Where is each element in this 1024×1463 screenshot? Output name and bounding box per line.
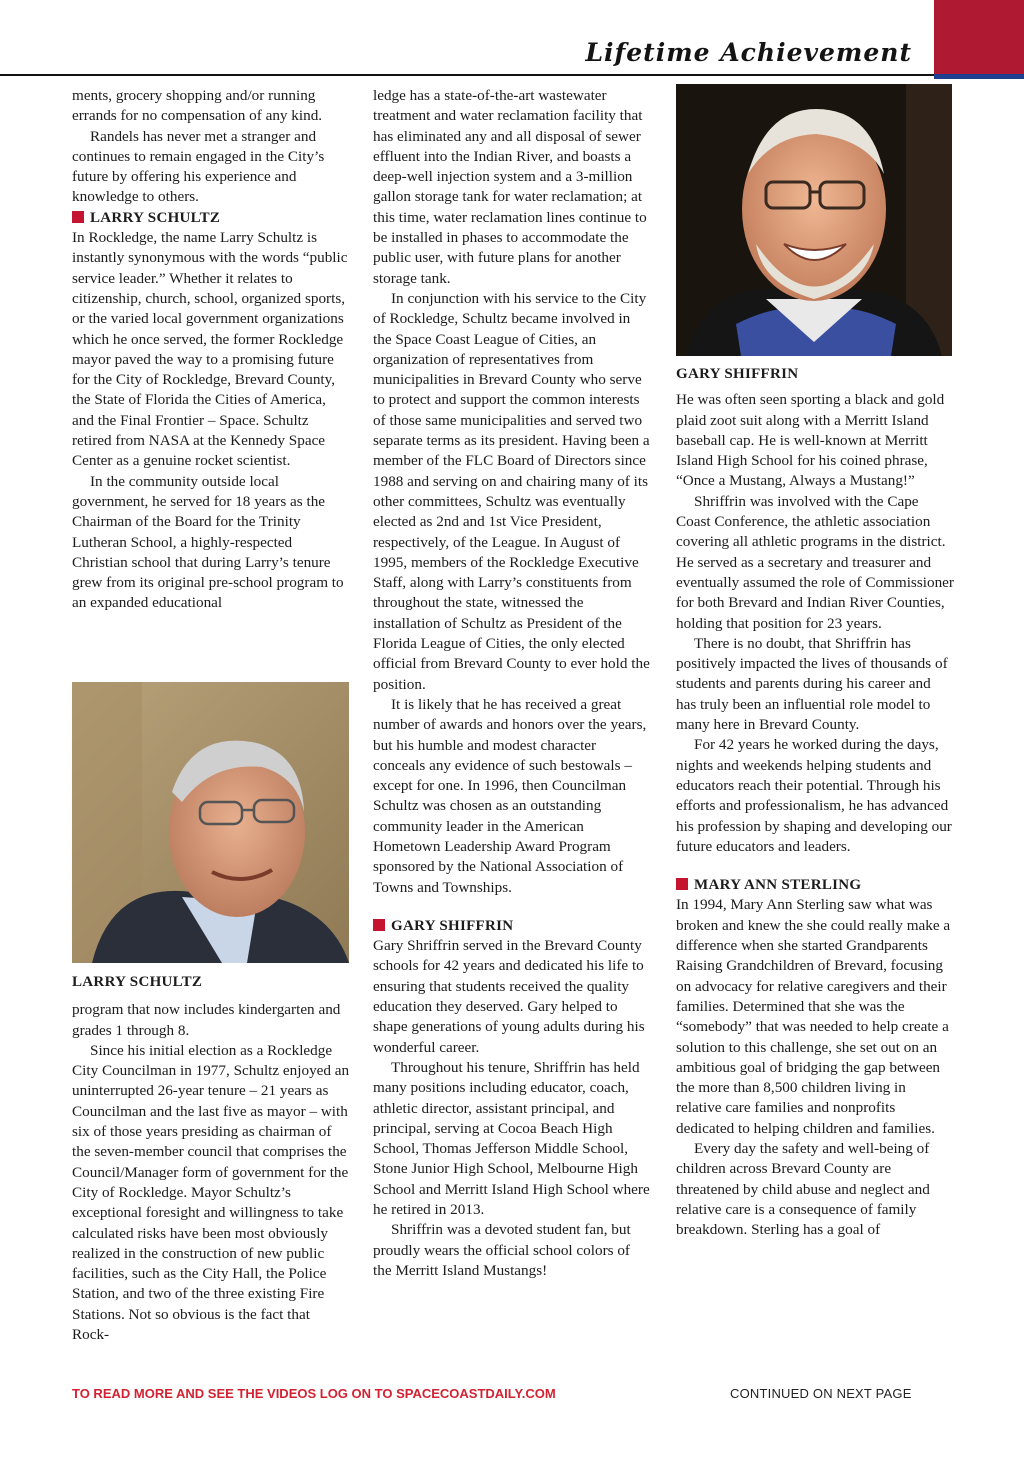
header-blue-stripe (934, 74, 1024, 79)
photo-caption: GARY SHIFFRIN (676, 366, 799, 382)
portrait-image (72, 682, 349, 963)
paragraph: Shriffrin was involved with the Cape Coast Conference, the athletic association covering all athletic programs in the district. He served as a secretary and treasurer and eventually assumed the role of Commissioner for both Brevard and Indian River Counties, holding that position for 23 years. (676, 492, 954, 632)
footer-website-link[interactable]: TO READ MORE AND SEE THE VIDEOS LOG ON TO SPACECOASTDAILY.COM (72, 1386, 556, 1401)
paragraph: program that now includes kindergarten and grades 1 through 8. (72, 1001, 341, 1039)
section-heading: MARY ANN STERLING (676, 875, 954, 895)
paragraph: In conjunction with his service to the City of Rockledge, Schultz became involved in the Space Coast League of Cities, an organization of representatives from municipalities in Brevard County who serve to protect and support the common interests of those same municipalities and served two separate terms as its president. Having been a member of the FLC Board of Directors since 1988 and serving on and chairing many of its other committees, Schultz was eventually elected as 2nd and 1st Vice President, respectively, of the League. In August of 1995, members of the Rockledge Executive Staff, along with Larry’s constituents from throughout the state, witnessed the installation of Schultz as President of the Florida League of Cities, the only elected official from Brevard County to ever hold the position. (373, 289, 650, 693)
red-square-bullet (72, 211, 84, 223)
column-3 (676, 364, 954, 1240)
paragraph: For 42 years he worked during the days, nights and weekends helping students and educators reach their potential. Through his efforts and professionalism, he has advanced his profession by shaping and developing our future educators and leaders. (676, 736, 952, 855)
gary-shiffrin-photo (676, 84, 952, 356)
column-1-bottom (72, 972, 350, 1345)
photo-caption: LARRY SCHULTZ (72, 974, 203, 990)
paragraph: Throughout his tenure, Shriffrin has held many positions including educator, coach, athletic director, assistant principal, and principal, serving at Cocoa Beach High School, Thomas Jefferson Middle School, Stone Junior High School, Melbourne High School and Merritt Island High School where he retired in 2013. (373, 1058, 650, 1219)
paragraph: In the community outside local government, he served for 18 years as the Chairman of the Board for the Trinity Lutheran School, a highly-respected Christian school that during Larry’s tenure grew from its original pre-school program to an expanded educational (72, 472, 344, 612)
column-2 (373, 86, 651, 1281)
paragraph: ledge has a state-of-the-art wastewater treatment and water reclamation facility that has eliminated any and all disposal of sewer effluent into the Indian River, and boasts a deep-well injection system and a 3-million gallon storage tank for water reclamation; at this time, water reclamation lines continue to be installed in phases to accommodate the public user, with future plans for another storage tank. (373, 87, 647, 287)
footer-continued-note: CONTINUED ON NEXT PAGE (730, 1386, 912, 1401)
paragraph: Gary Shriffrin served in the Brevard County schools for 42 years and dedicated his life to ensuring that students received the quality education they deserved. Gary helped to shape generations of young adults during his wonderful career. (373, 937, 645, 1056)
section-heading: LARRY SCHULTZ (72, 208, 350, 228)
paragraph: There is no doubt, that Shriffrin has positively impacted the lives of thousands of students and parents during his career and has truly been an influential role model to many here in Brevard County. (676, 634, 948, 734)
section-title: Lifetime Achievement (585, 38, 912, 67)
paragraph: It is likely that he has received a great number of awards and honors over the years, but his humble and modest character conceals any evidence of such bestowals – except for one. In 1996, then Councilman Schultz was chosen as an outstanding community leader in the American Hometown Leadership Award Program sponsored by the National Association of Towns and Townships. (373, 695, 647, 896)
header-rule (0, 74, 934, 76)
paragraph: Since his initial election as a Rockledge City Councilman in 1977, Schultz enjoyed an uninterrupted 26-year tenure – 21 years as Councilman and the last five as mayor – with six of those years presiding as chairman of the seven-member council that comprises the Council/Manager form of government for the City of Rockledge. Mayor Schultz’s exceptional foresight and willingness to take calculated risks have been most obviously realized in the construction of new public facilities, such as the City Hall, the Police Station, and two of the three existing Fire Stations. Not so obvious is the fact that Rock- (72, 1041, 350, 1344)
paragraph: Randels has never met a stranger and continues to remain engaged in the City’s future by offering his experience and knowledge to others. (72, 127, 325, 206)
section-heading: GARY SHIFFRIN (373, 916, 651, 936)
column-1-top (72, 86, 350, 614)
paragraph: In Rockledge, the name Larry Schultz is instantly synonymous with the words “public service leader.” Whether it relates to citizenship, church, school, organized sports, or the varied local government organizations which he once served, the former Rockledge mayor paved the way to a promising future for the City of Rockledge, Brevard County, the State of Florida the Cities of America, and the Final Frontier – Space. Schultz retired from NASA at the Kennedy Space Center as a genuine rocket scientist. (72, 229, 348, 470)
red-square-bullet (676, 878, 688, 890)
portrait-image (676, 84, 952, 356)
paragraph: He was often seen sporting a black and gold plaid zoot suit along with a Merritt Island baseball cap. He is well-known at Merritt Island High School for his coined phrase, “Once a Mustang, Always a Mustang!” (676, 391, 945, 490)
paragraph: Shriffrin was a devoted student fan, but proudly wears the official school colors of the Merritt Island Mustangs! (373, 1221, 631, 1279)
header-red-block (934, 0, 1024, 74)
paragraph: In 1994, Mary Ann Sterling saw what was broken and knew the she could really make a difference when she started Grandparents Raising Grandchildren of Brevard, focusing on advocacy for relative caregivers and their families. Determined that she was the “somebody” that was needed to help create a solution to this challenge, she set out on an ambitious goal of bridging the gap between the more than 8,500 children living in relative care families and nonprofits dedicated to helping children and families. (676, 896, 951, 1137)
red-square-bullet (373, 919, 385, 931)
larry-schultz-photo (72, 682, 349, 963)
paragraph: ments, grocery shopping and/or running errands for no compensation of any kind. (72, 87, 323, 125)
paragraph: Every day the safety and well-being of children across Brevard County are threatened by child abuse and neglect and relative care is a consequence of family breakdown. Sterling has a goal of (676, 1139, 930, 1239)
